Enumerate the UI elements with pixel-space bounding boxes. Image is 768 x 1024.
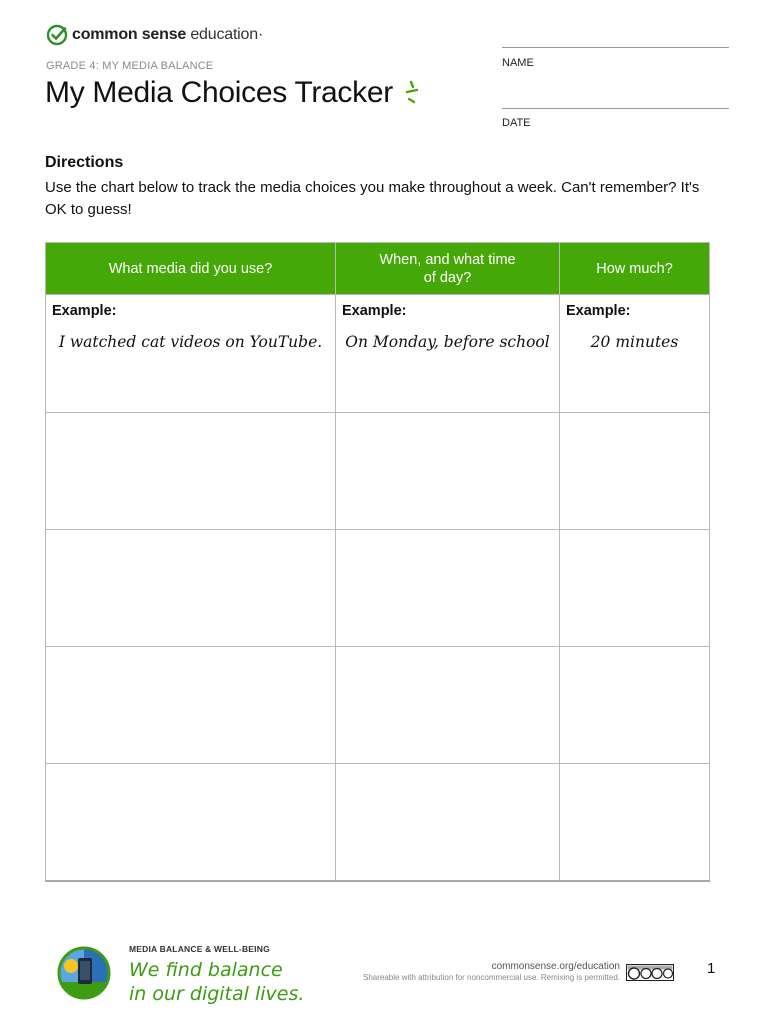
header-when: When, and what time of day? <box>336 243 560 295</box>
footer-site-link[interactable]: commonsense.org/education <box>491 961 620 972</box>
check-circle-icon <box>46 24 68 46</box>
media-tracker-table <box>45 242 710 882</box>
footer-license-text: Shareable with attribution for noncommercial use. Remixing is permitted. <box>362 973 620 982</box>
entry-cell-media[interactable] <box>46 647 336 764</box>
page-title: My Media Choices Tracker <box>45 76 393 109</box>
name-label: NAME <box>502 57 534 69</box>
name-line[interactable] <box>502 47 729 48</box>
entry-cell-when[interactable] <box>336 530 560 647</box>
entry-cell-how-much[interactable] <box>560 647 710 764</box>
grade-label: GRADE 4: MY MEDIA BALANCE <box>46 60 214 72</box>
entry-cell-media[interactable] <box>46 764 336 881</box>
entry-cell-media[interactable] <box>46 413 336 530</box>
page-number: 1 <box>707 960 716 977</box>
entry-cell-when[interactable] <box>336 764 560 881</box>
date-label: DATE <box>502 117 531 129</box>
table-row <box>46 530 710 647</box>
creative-commons-icon <box>626 964 674 981</box>
footer-category: MEDIA BALANCE & WELL-BEING <box>129 944 270 954</box>
example-label: Example: <box>52 303 117 319</box>
table-header-row <box>46 243 710 295</box>
title-row <box>45 76 421 110</box>
table-row <box>46 764 710 881</box>
directions-heading: Directions <box>45 154 124 171</box>
sparkle-icon <box>403 78 421 108</box>
entry-cell-how-much[interactable] <box>560 530 710 647</box>
footer-slogan: We find balance in our digital lives. <box>129 959 305 1005</box>
example-label: Example: <box>566 303 631 319</box>
header-media-used: What media did you use? <box>46 243 336 295</box>
entry-cell-how-much[interactable] <box>560 764 710 881</box>
entry-cell-how-much[interactable] <box>560 413 710 530</box>
table-row <box>46 413 710 530</box>
common-sense-logo <box>46 24 263 46</box>
example-cell-when <box>336 295 560 413</box>
example-label: Example: <box>342 303 407 319</box>
example-media-value: I watched cat videos on YouTube. <box>58 333 323 351</box>
example-how-much-value: 20 minutes <box>590 333 679 351</box>
example-cell-how-much <box>560 295 710 413</box>
header-how-much: How much? <box>560 243 710 295</box>
example-when-value: On Monday, before school <box>345 333 550 351</box>
date-line[interactable] <box>502 108 729 109</box>
table-row <box>46 647 710 764</box>
brand-name: common sense education· <box>72 26 264 43</box>
example-cell-media <box>46 295 336 413</box>
entry-cell-when[interactable] <box>336 413 560 530</box>
directions-text: Use the chart below to track the media choices you make throughout a week. Can't remember? It's OK to guess! <box>45 179 700 218</box>
balance-badge-icon <box>57 946 111 1000</box>
entry-cell-when[interactable] <box>336 647 560 764</box>
example-row <box>46 295 710 413</box>
entry-cell-media[interactable] <box>46 530 336 647</box>
